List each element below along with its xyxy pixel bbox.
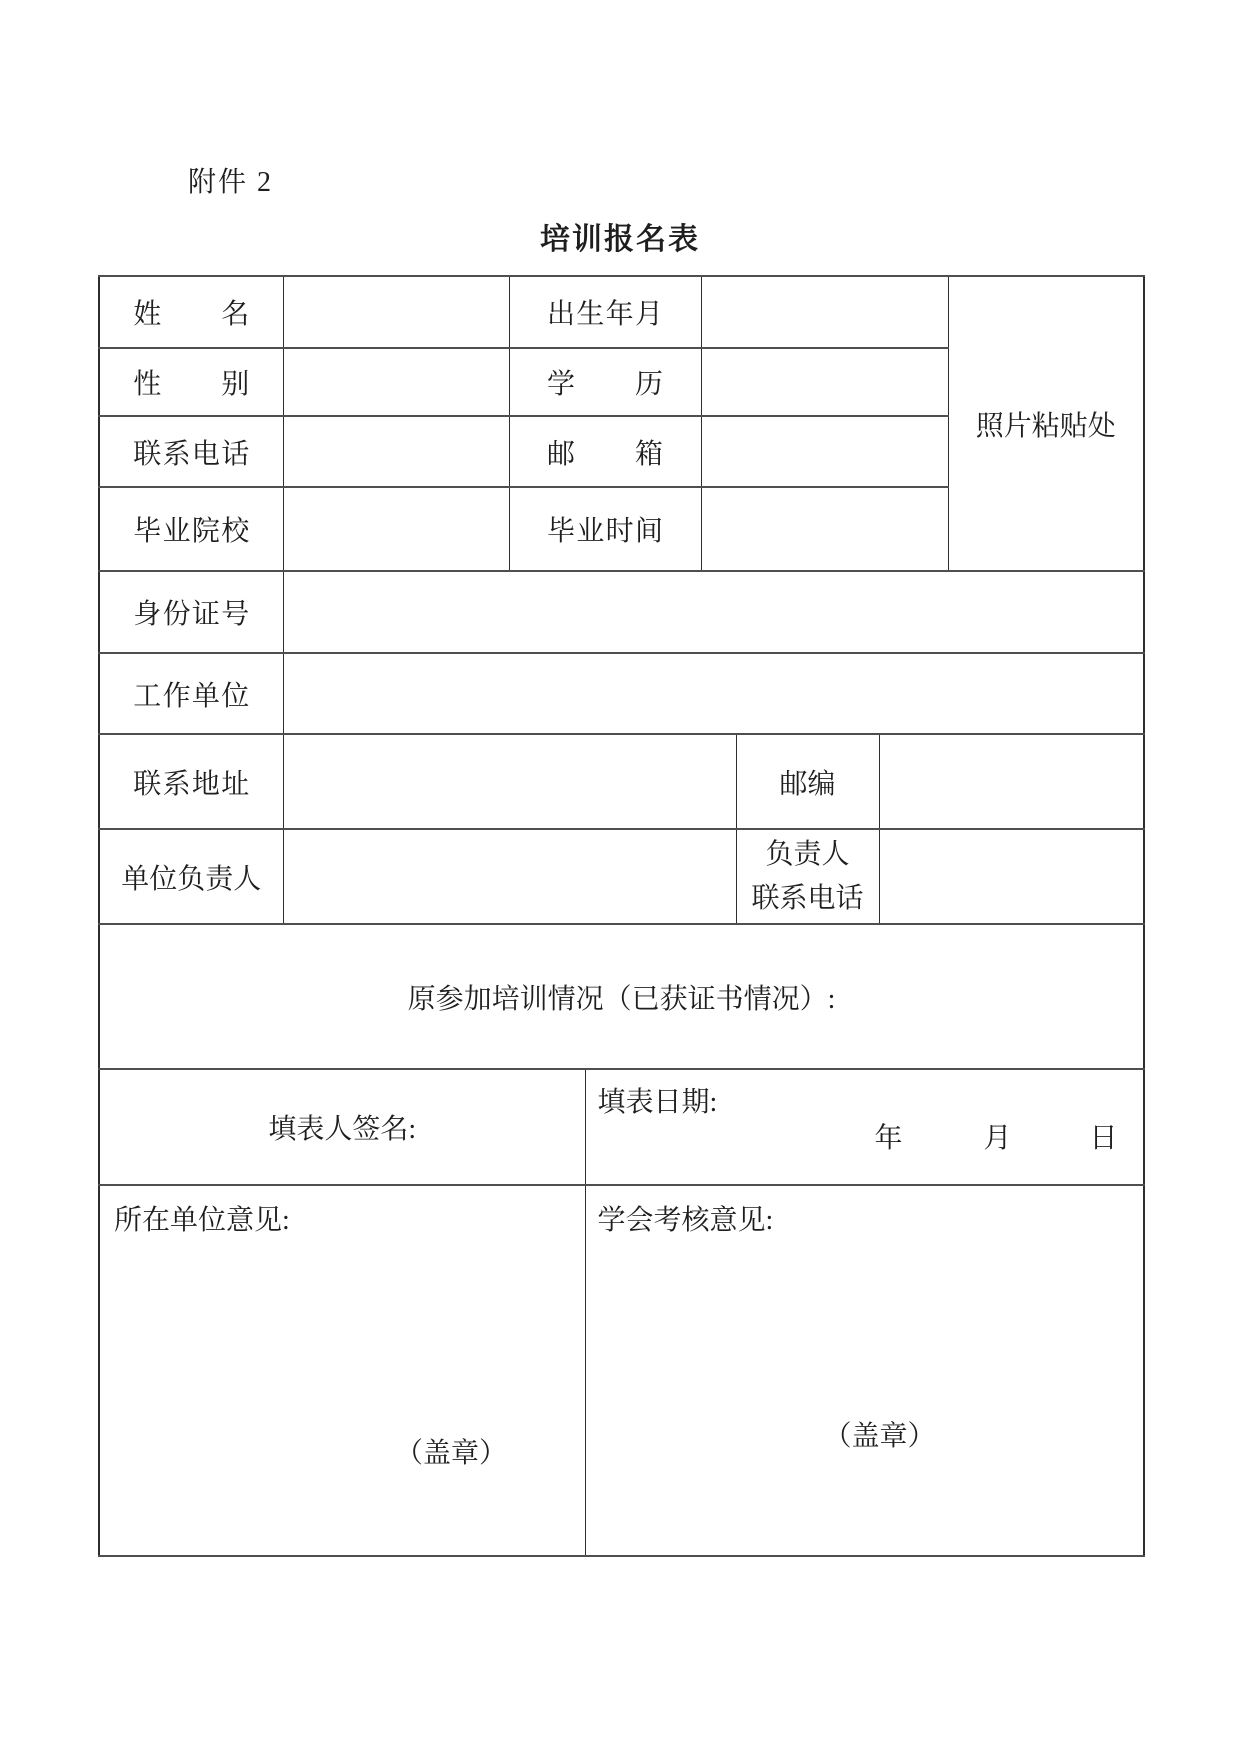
address-label: 联系地址 <box>133 768 250 800</box>
day-label: 日 <box>1089 1123 1118 1154</box>
unit-opinion-label: 所在单位意见: <box>114 1205 290 1236</box>
gender-label: 性别 <box>133 369 250 400</box>
name-value-cell <box>283 276 509 348</box>
page-title: 培训报名表 <box>540 223 700 256</box>
unit-head-label: 单位负责人 <box>121 863 262 895</box>
review-opinion-cell <box>585 1185 1144 1556</box>
postal-code-label: 邮编 <box>779 768 836 800</box>
graduate-time-label: 毕业时间 <box>547 516 663 547</box>
training-history-label: 原参加培训情况（已获证书情况）: <box>407 983 836 1015</box>
table-row <box>99 1069 1144 1185</box>
phone-label: 联系电话 <box>133 438 250 470</box>
birth-date-label: 出生年月 <box>547 299 663 330</box>
postal-code-value-cell <box>879 734 1144 829</box>
registration-form-table <box>98 275 1145 1557</box>
table-row <box>99 276 1144 348</box>
birth-date-value-cell <box>701 276 948 348</box>
table-row <box>99 734 1144 829</box>
education-label: 学历 <box>547 369 663 400</box>
work-unit-label-cell <box>99 653 283 734</box>
name-label-cell <box>99 276 283 348</box>
training-history-cell <box>99 924 1144 1069</box>
email-label-cell <box>509 416 701 487</box>
unit-head-value-cell <box>283 829 736 924</box>
attachment-label: 附件 2 <box>188 167 274 198</box>
email-label: 邮箱 <box>547 438 663 470</box>
address-label-cell <box>99 734 283 829</box>
graduate-school-value-cell <box>283 487 509 571</box>
phone-value-cell <box>283 416 509 487</box>
unit-opinion-cell <box>99 1185 585 1556</box>
table-row <box>99 653 1144 734</box>
name-label: 姓名 <box>133 299 250 330</box>
graduate-time-value-cell <box>701 487 948 571</box>
id-number-label-cell <box>99 571 283 653</box>
unit-seal-label: （盖章） <box>395 1438 508 1469</box>
education-label-cell <box>509 348 701 416</box>
photo-area-cell <box>948 276 1144 571</box>
gender-label-cell <box>99 348 283 416</box>
graduate-school-label-cell <box>99 487 283 571</box>
table-row <box>99 829 1144 924</box>
gender-value-cell <box>283 348 509 416</box>
work-unit-value-cell <box>283 653 1144 734</box>
year-label: 年 <box>874 1123 903 1154</box>
address-value-cell <box>283 734 736 829</box>
birth-date-label-cell <box>509 276 701 348</box>
id-number-label: 身份证号 <box>133 599 250 630</box>
review-opinion-label: 学会考核意见: <box>597 1205 774 1236</box>
postal-code-label-cell <box>736 734 879 829</box>
email-value-cell <box>701 416 948 487</box>
unit-head-label-cell <box>99 829 283 924</box>
table-row <box>99 924 1144 1069</box>
fill-date-label: 填表日期: <box>597 1087 718 1118</box>
work-unit-label: 工作单位 <box>133 680 250 712</box>
graduate-time-label-cell <box>509 487 701 571</box>
graduate-school-label: 毕业院校 <box>133 516 250 547</box>
table-row <box>99 571 1144 653</box>
photo-area-label: 照片粘贴处 <box>975 410 1116 442</box>
head-phone-label-cell <box>736 829 879 924</box>
head-phone-label-line2: 联系电话 <box>751 882 864 914</box>
education-value-cell <box>701 348 948 416</box>
table-row <box>99 1185 1144 1556</box>
head-phone-value-cell <box>879 829 1144 924</box>
signer-label: 填表人签名: <box>268 1114 417 1145</box>
head-phone-label-line1: 负责人 <box>765 838 850 870</box>
signer-cell <box>99 1069 585 1185</box>
id-number-value-cell <box>283 571 1144 653</box>
phone-label-cell <box>99 416 283 487</box>
month-label: 月 <box>983 1123 1012 1154</box>
review-seal-label: （盖章） <box>823 1421 936 1452</box>
fill-date-cell <box>585 1069 1144 1185</box>
